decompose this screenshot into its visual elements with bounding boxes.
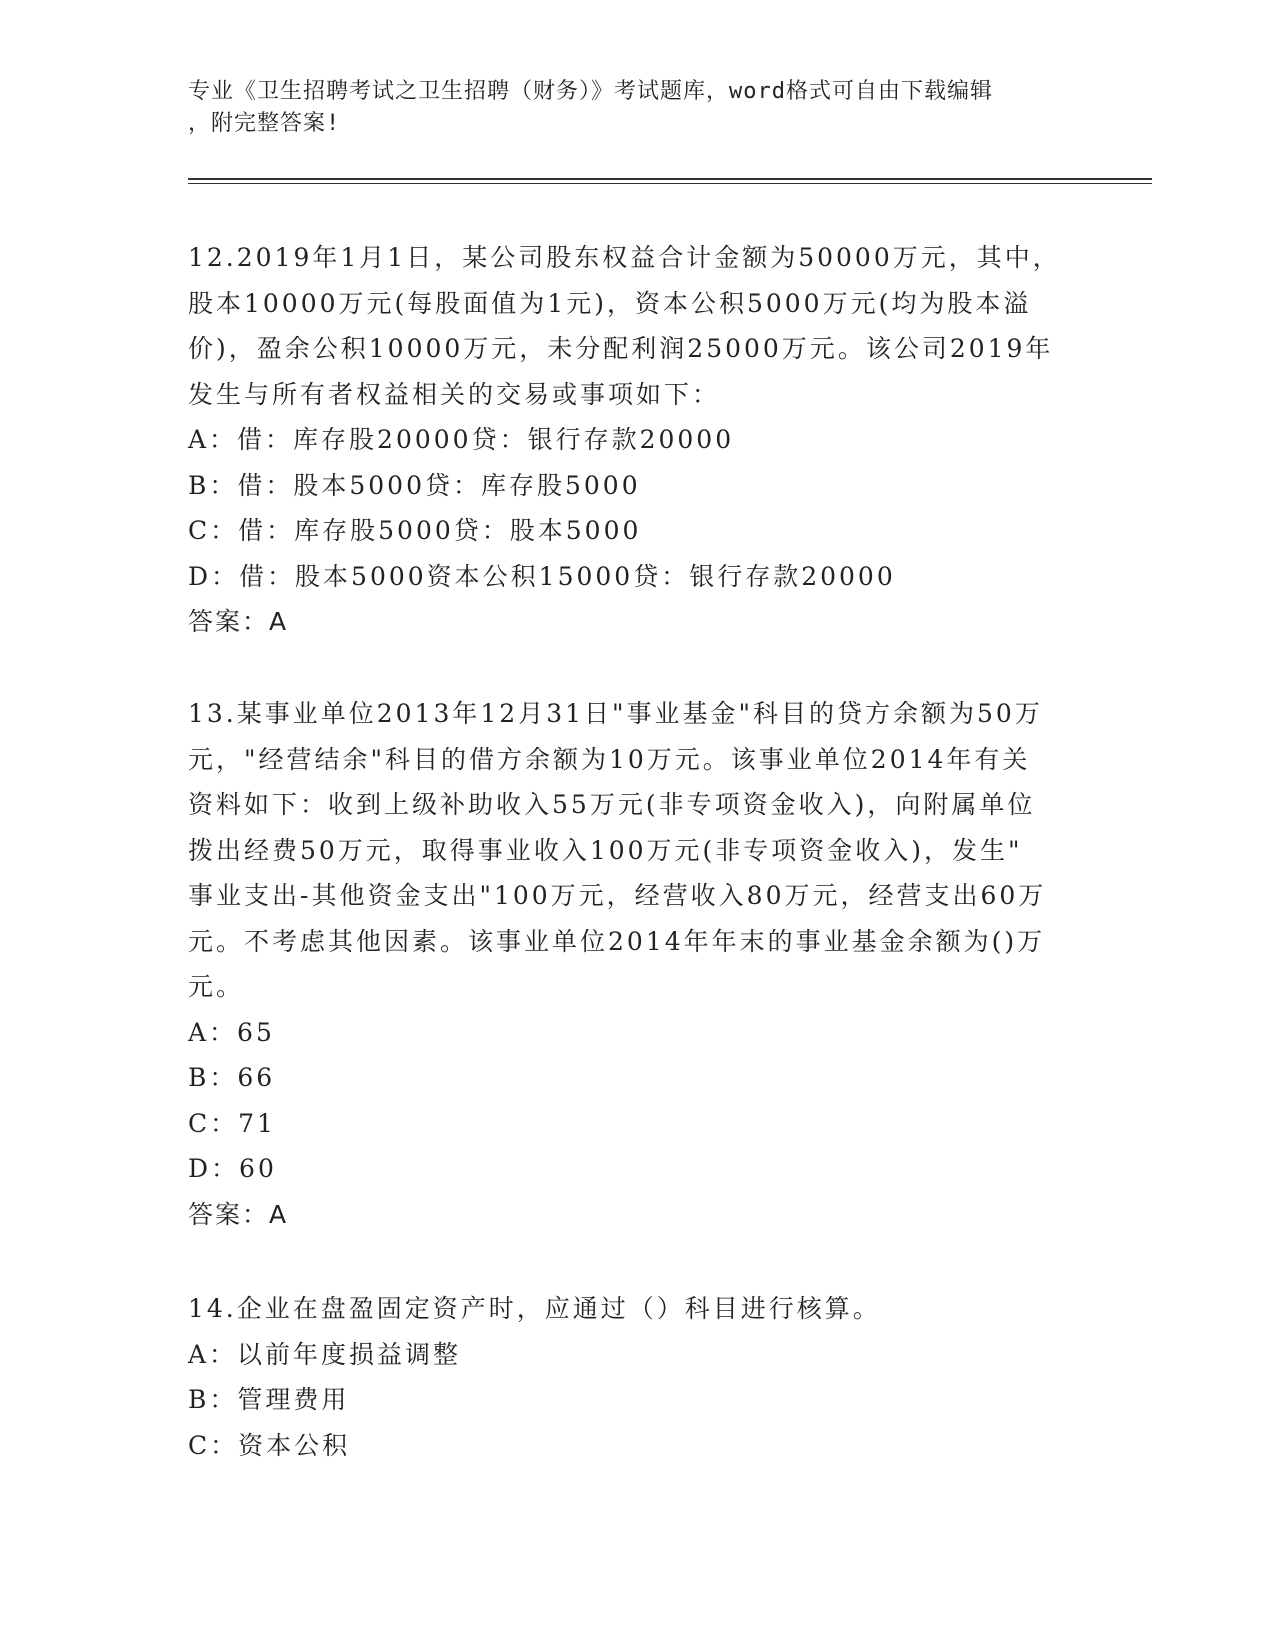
option-c: C：71 bbox=[188, 1108, 276, 1138]
question-stem-line: 发生与所有者权益相关的交易或事项如下： bbox=[188, 379, 721, 409]
question-14 bbox=[188, 1286, 1088, 1468]
option-c: C：借：库存股5000贷：股本5000 bbox=[188, 516, 642, 545]
option-d: D：60 bbox=[188, 1154, 277, 1183]
option-d: D：借：股本5000资本公积15000贷：银行存款20000 bbox=[188, 561, 896, 591]
option-b: B：借：股本5000贷：库存股5000 bbox=[188, 470, 641, 500]
question-stem-line: 事业支出-其他资金支出"100万元，经营收入80万元，经营支出60万 bbox=[188, 881, 1047, 910]
question-stem-line: 价)，盈余公积10000万元，未分配利润25000万元。该公司2019年 bbox=[188, 334, 1054, 363]
question-stem-line: 资料如下：收到上级补助收入55万元(非专项资金收入)，向附属单位 bbox=[188, 790, 1036, 819]
answer-label: 答案：A bbox=[188, 607, 289, 636]
option-b: B：66 bbox=[188, 1063, 276, 1092]
header-divider-thin bbox=[188, 183, 1152, 184]
question-stem-line: 元，"经营结余"科目的借方余额为10万元。该事业单位2014年有关 bbox=[188, 744, 1031, 774]
question-stem-line: 14.企业在盘盈固定资产时，应通过（）科目进行核算。 bbox=[188, 1294, 881, 1323]
question-12 bbox=[188, 235, 1088, 645]
question-stem-line: 元。 bbox=[188, 972, 245, 1001]
option-a: A：65 bbox=[188, 1017, 275, 1047]
option-a: A：借：库存股20000贷：银行存款20000 bbox=[188, 425, 735, 454]
option-a: A：以前年度损益调整 bbox=[188, 1339, 462, 1369]
header-title-line-2: ，附完整答案! bbox=[188, 111, 341, 136]
header-divider-thick bbox=[188, 178, 1152, 180]
question-stem-line: 股本10000万元(每股面值为1元)，资本公积5000万元(均为股本溢 bbox=[188, 288, 1032, 318]
question-stem-line: 元。不考虑其他因素。该事业单位2014年年末的事业基金余额为()万 bbox=[188, 926, 1046, 956]
question-stem-line: 12.2019年1月1日，某公司股东权益合计金额为50000万元，其中， bbox=[188, 243, 1061, 272]
option-c: C：资本公积 bbox=[188, 1430, 351, 1460]
question-stem-line: 拨出经费50万元，取得事业收入100万元(非专项资金收入)，发生" bbox=[188, 835, 1023, 865]
answer-label: 答案：A bbox=[188, 1199, 289, 1229]
question-stem-line: 13.某事业单位2013年12月31日"事业基金"科目的贷方余额为50万 bbox=[188, 699, 1043, 728]
document-header bbox=[188, 76, 1088, 140]
option-b: B：管理费用 bbox=[188, 1385, 350, 1414]
question-13 bbox=[188, 691, 1088, 1237]
header-title-line-1: 专业《卫生招聘考试之卫生招聘（财务）》考试题库，word格式可自由下载编辑 bbox=[188, 79, 993, 104]
